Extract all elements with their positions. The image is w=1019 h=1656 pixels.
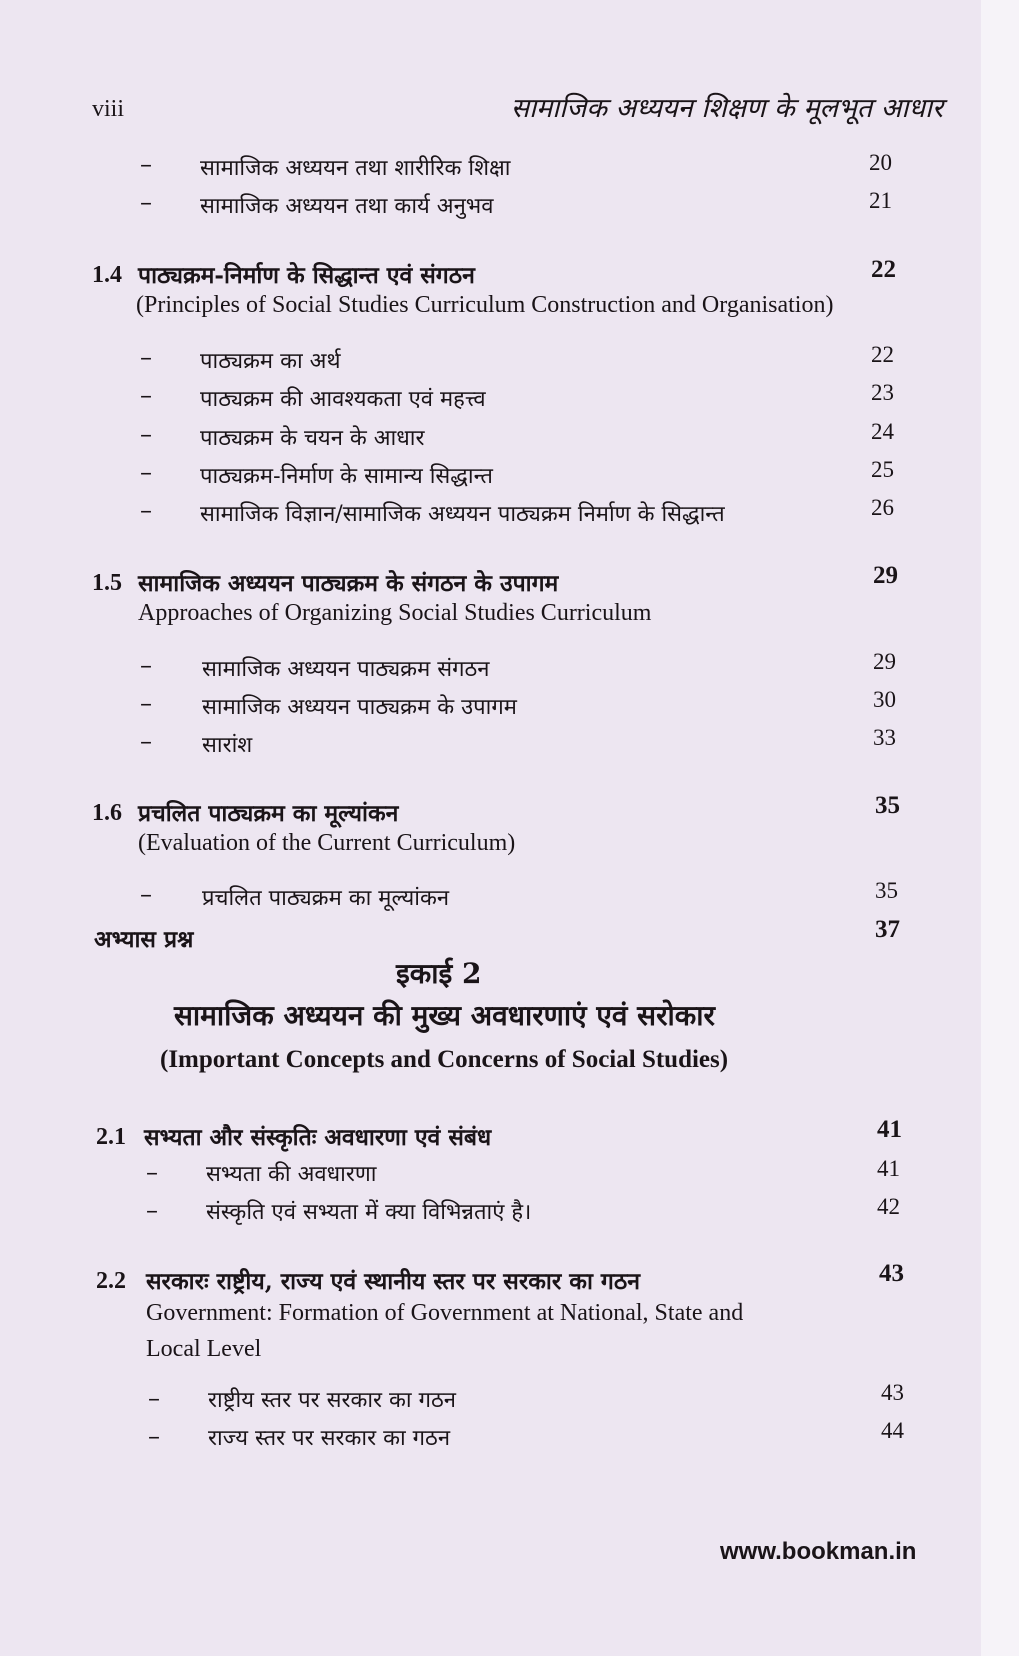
section-page-ref: 41: [877, 1116, 902, 1143]
dash-bullet: –: [140, 727, 152, 755]
dash-bullet: –: [146, 1158, 158, 1186]
header-page-number: viii: [92, 96, 125, 122]
section-english-title: Government: Formation of Government at National, State and: [146, 1300, 744, 1326]
section-title: सभ्यता और संस्कृतिः अवधारणा एवं संबंध: [144, 1124, 492, 1151]
toc-page-ref: 23: [871, 380, 894, 405]
section-number: 1.6: [92, 800, 122, 826]
dash-bullet: –: [140, 651, 152, 679]
section-number: 2.2: [96, 1268, 126, 1294]
section-page-ref: 22: [871, 256, 896, 283]
dash-bullet: –: [140, 496, 152, 524]
toc-item: सामाजिक अध्ययन पाठ्यक्रम संगठन: [202, 657, 490, 682]
dash-bullet: –: [148, 1384, 160, 1412]
exercise-page-ref: 37: [875, 916, 900, 943]
section-title: प्रचलित पाठ्यक्रम का मूल्यांकन: [138, 800, 399, 827]
toc-page-ref: 33: [873, 725, 896, 750]
dash-bullet: –: [140, 880, 152, 908]
toc-page-ref: 20: [869, 150, 892, 175]
toc-page-ref: 24: [871, 419, 894, 444]
unit-label: इकाई 2: [396, 957, 482, 990]
toc-item: संस्कृति एवं सभ्यता में क्या विभिन्नताएं है।: [206, 1200, 532, 1225]
unit-title-english: (Important Concepts and Concerns of Social Studies): [160, 1046, 729, 1073]
toc-page-ref: 35: [875, 878, 898, 903]
dash-bullet: –: [140, 343, 152, 371]
toc-page-ref: 41: [877, 1156, 900, 1181]
section-number: 2.1: [96, 1124, 126, 1150]
toc-item: सामाजिक अध्ययन पाठ्यक्रम के उपागम: [202, 695, 517, 720]
toc-page-ref: 25: [871, 457, 894, 482]
section-title: सरकारः राष्ट्रीय, राज्य एवं स्थानीय स्तर पर सरकार का गठन: [146, 1268, 640, 1295]
dash-bullet: –: [146, 1196, 158, 1224]
dash-bullet: –: [148, 1422, 160, 1450]
website-watermark: www.bookman.in: [720, 1538, 917, 1565]
toc-page-ref: 29: [873, 649, 896, 674]
dash-bullet: –: [140, 458, 152, 486]
toc-page-ref: 30: [873, 687, 896, 712]
toc-item: राज्य स्तर पर सरकार का गठन: [208, 1426, 451, 1451]
toc-page-ref: 42: [877, 1194, 900, 1219]
toc-item: पाठ्यक्रम के चयन के आधार: [200, 426, 425, 451]
toc-item: सामाजिक अध्ययन तथा कार्य अनुभव: [200, 194, 494, 219]
toc-page-ref: 22: [871, 342, 894, 367]
dash-bullet: –: [140, 381, 152, 409]
section-number: 1.4: [92, 262, 122, 288]
section-title: पाठ्यक्रम-निर्माण के सिद्धान्त एवं संगठन: [138, 262, 475, 289]
toc-item: सामाजिक अध्ययन तथा शारीरिक शिक्षा: [200, 156, 511, 181]
toc-page-ref: 43: [881, 1380, 904, 1405]
dash-bullet: –: [140, 689, 152, 717]
toc-item: राष्ट्रीय स्तर पर सरकार का गठन: [208, 1388, 456, 1413]
section-title: सामाजिक अध्ययन पाठ्यक्रम के संगठन के उपागम: [138, 570, 559, 597]
section-page-ref: 43: [879, 1260, 904, 1287]
section-page-ref: 35: [875, 792, 900, 819]
section-english-title-cont: Local Level: [146, 1336, 262, 1362]
header-book-title: सामाजिक अध्ययन शिक्षण के मूलभूत आधार: [510, 93, 943, 124]
section-english-title: (Evaluation of the Current Curriculum): [138, 830, 516, 856]
toc-item: सारांश: [202, 733, 253, 758]
toc-item: पाठ्यक्रम का अर्थ: [200, 349, 341, 374]
toc-item: पाठ्यक्रम की आवश्यकता एवं महत्त्व: [200, 387, 486, 412]
toc-page-ref: 21: [869, 188, 892, 213]
section-number: 1.5: [92, 570, 122, 596]
dash-bullet: –: [140, 420, 152, 448]
section-page-ref: 29: [873, 562, 898, 589]
page-edge: [981, 0, 1019, 1656]
toc-page-ref: 44: [881, 1418, 904, 1443]
toc-item: सामाजिक विज्ञान/सामाजिक अध्ययन पाठ्यक्रम निर्माण के सिद्धान्त: [200, 502, 725, 527]
section-english-title: (Principles of Social Studies Curriculum Construction and Organisation): [136, 292, 834, 318]
unit-title-hindi: सामाजिक अध्ययन की मुख्य अवधारणाएं एवं सरोकार: [174, 999, 716, 1032]
dash-bullet: –: [140, 188, 152, 216]
toc-item: सभ्यता की अवधारणा: [206, 1162, 377, 1187]
toc-item: प्रचलित पाठ्यक्रम का मूल्यांकन: [202, 886, 450, 911]
section-english-title: Approaches of Organizing Social Studies Curriculum: [138, 600, 652, 626]
dash-bullet: –: [140, 150, 152, 178]
exercise-heading: अभ्यास प्रश्न: [94, 926, 194, 953]
toc-item: पाठ्यक्रम-निर्माण के सामान्य सिद्धान्त: [200, 464, 493, 489]
toc-page-ref: 26: [871, 495, 894, 520]
